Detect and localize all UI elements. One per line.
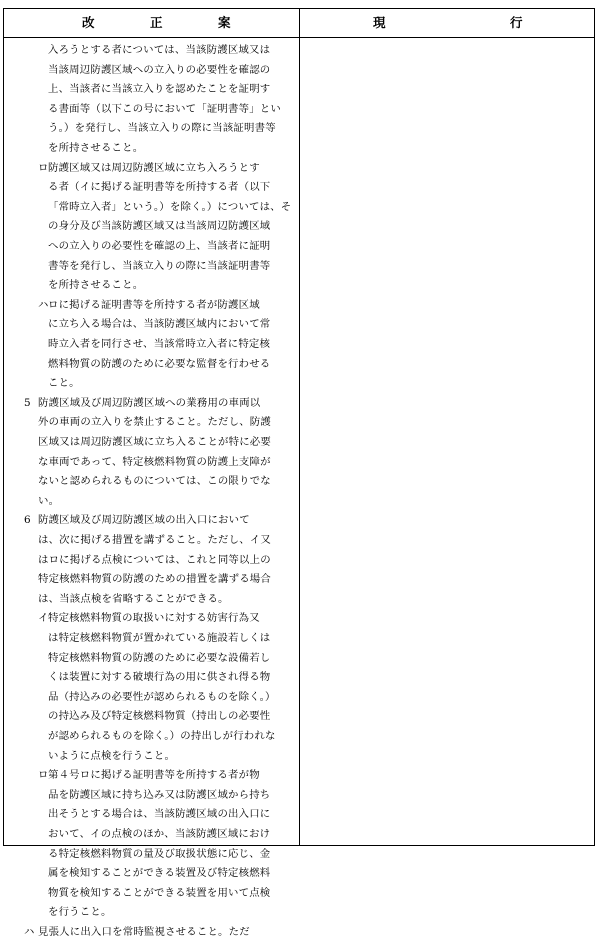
text-line: 出そうとする場合は、当該防護区域の出入口に [48, 808, 271, 821]
text-line: 品（持込みの必要性が認められるものを除く。） [48, 690, 276, 703]
text-line: 物質を検知することができる装置を用いて点検 [48, 886, 271, 899]
text-line: の持込み及び特定核燃料物質（持出しの必要性 [48, 710, 271, 723]
text-line: ないと認められるものについては、この限りでな [38, 475, 271, 488]
item-marker: ハ [38, 298, 49, 311]
text-line: 入ろうとする者については、当該防護区域又は [48, 44, 271, 56]
text-line: る書面等（以下この号において「証明書等」とい [48, 102, 281, 115]
text-line: る者（イに掲げる証明書等を所持する者（以下 [48, 181, 271, 194]
text-line: 特定核燃料物質の防護のための措置を講ずる場合 [38, 573, 271, 586]
column-divider [299, 9, 300, 845]
item-marker: イ [38, 612, 49, 625]
header-revised-proposal [4, 9, 299, 37]
header-current [300, 9, 594, 37]
text-line: る特定核燃料物質の量及び取扱状態に応じ、金 [48, 847, 271, 860]
text-line: 当該周辺防護区域への立入りの必要性を確認の [48, 63, 271, 76]
text-line: 燃料物質の防護のために必要な監督を行わせる [48, 357, 271, 370]
header-left-char-3: 案 [218, 15, 231, 30]
text-line: 上、当該者に当該立入りを認めたことを証明す [48, 83, 271, 96]
text-line: い。 [38, 494, 60, 507]
text-line: 区域又は周辺防護区域に立ち入ることが特に必要 [38, 436, 271, 448]
header-right-char-1: 現 [373, 15, 386, 30]
text-line: が認められるものを除く。）の持出しが行われな [48, 730, 276, 742]
text-line: 防護区域及び周辺防護区域への業務用の車両以 [38, 396, 261, 409]
text-line: への立入りの必要性を確認の上、当該者に証明 [48, 240, 271, 252]
text-line: 第４号ロに掲げる証明書等を所持する者が物 [48, 769, 260, 782]
text-line: 特定核燃料物質の防護のために必要な設備若し [48, 651, 271, 664]
item-marker: 6 [24, 514, 31, 527]
text-line: に立ち入る場合は、当該防護区域内において常 [48, 318, 271, 331]
text-line: おいて、イの点検のほか、当該防護区域におけ [48, 828, 271, 840]
text-line: を行うこと。 [48, 906, 112, 919]
text-line: こと。 [48, 377, 80, 390]
comparison-table [3, 8, 595, 938]
text-line: 防護区域及び周辺防護区域の出入口において [38, 514, 250, 527]
text-line: 特定核燃料物質の取扱いに対する妨害行為又 [48, 612, 260, 625]
text-line: な車両であって、特定核燃料物質の防護上支障が [38, 455, 271, 468]
item-marker: ロ [38, 769, 49, 782]
text-line: は特定核燃料物質が置かれている施設若しくは [48, 632, 271, 644]
text-line: 品を防護区域に持ち込み又は防護区域から持ち [48, 788, 271, 801]
item-marker: ロ [38, 161, 49, 174]
text-line: 防護区域又は周辺防護区域に立ち入ろうとす [48, 161, 260, 174]
header-left-char-2: 正 [150, 15, 163, 30]
item-marker: ハ [24, 926, 35, 938]
text-line: を所持させること。 [48, 142, 144, 154]
text-line: は、当該点検を省略することができる。 [38, 592, 229, 605]
text-line: くは装置に対する破壊行為の用に供され得る物 [48, 671, 271, 684]
header-left-char-1: 改 [82, 15, 95, 30]
text-line: いように点検を行うこと。 [48, 749, 176, 762]
item-marker: 5 [24, 396, 31, 409]
text-line: を所持させること。 [48, 279, 144, 292]
text-line: 属を検知することができる装置及び特定核燃料 [48, 867, 271, 880]
text-line: 見張人に出入口を常時監視させること。ただ [38, 926, 250, 938]
text-line: の身分及び当該防護区域又は当該周辺防護区域 [48, 220, 271, 233]
text-line: 「常時立入者」という。）を除く。）については、そ [48, 200, 292, 213]
text-line: 時立入者を同行させ、当該常時立入者に特定核 [48, 338, 271, 350]
header-right-char-2: 行 [510, 15, 523, 30]
text-line: は、次に掲げる措置を講ずること。ただし、イ又 [38, 534, 271, 546]
text-line: ロに掲げる証明書等を所持する者が防護区域 [48, 298, 260, 311]
text-line: う。）を発行し、当該立入りの際に当該証明書等 [48, 122, 276, 135]
text-line: 書等を発行し、当該立入りの際に当該証明書等 [48, 259, 271, 272]
text-line: 外の車両の立入りを禁止すること。ただし、防護 [38, 416, 271, 429]
text-line: はロに掲げる点検については、これと同等以上の [38, 553, 271, 566]
